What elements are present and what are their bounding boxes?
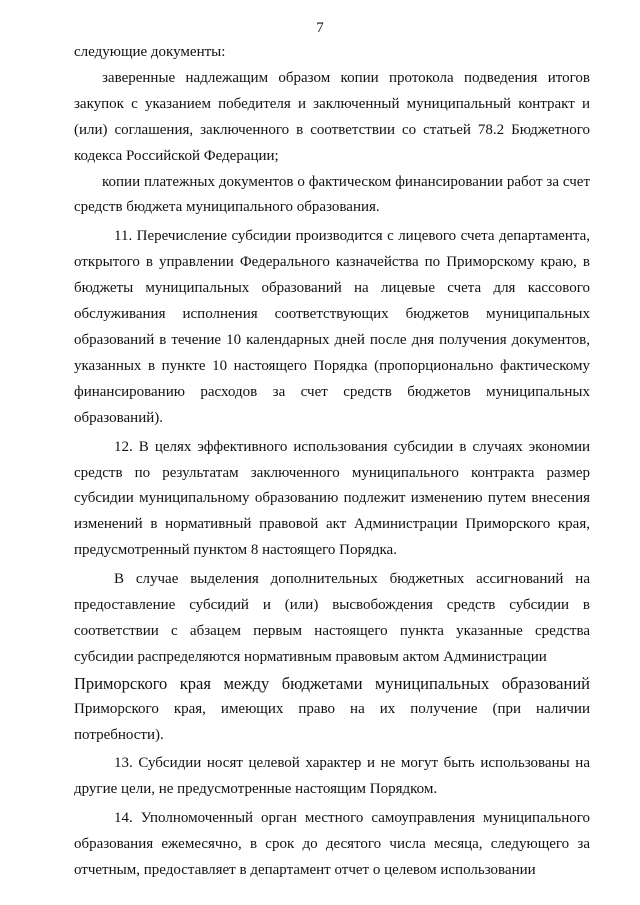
paragraph-protocol-copies: заверенные надлежащим образом копии протокола подведения итогов закупок с указанием победителя и заключенный муниципальный контракт и (или) соглашения, заключенного в соответствии со статьей 78.2 Бюджетного кодекса Российской Федерации; bbox=[74, 69, 590, 164]
paragraph-item-11: 11. Перечисление субсидии производится с лицевого счета департамента, открытого в управлении Федерального казначейства по Приморскому краю, в бюджеты муниципальных образований на лицевые счета для кассового обслуживания исполнения соответствующих бюджетов муниципальных образований в течение 10 календарных дней после дня получения документов, указанных в пункте 10 настоящего Порядка (пропорционально фактическому финансированию расходов за счет средств бюджетов муниципальных образований). bbox=[74, 228, 590, 426]
paragraph-additional-allocations: В случае выделения дополнительных бюджетных ассигнований на предоставление субсидий и (или) высвобождения средств субсидии в соответствии с абзацем первым настоящего пункта указанные средства субсидии распределяются нормативным правовым актом Администрации bbox=[74, 571, 590, 665]
paragraph-additional-allocations-line: Приморского края между бюджетами муниципальных образований bbox=[74, 673, 590, 693]
paragraph-item-13: 13. Субсидии носят целевой характер и не могут быть использованы на другие цели, не предусмотренные настоящим Порядком. bbox=[74, 755, 590, 798]
paragraph-item-14: 14. Уполномоченный орган местного самоуправления муниципального образования ежемесячно, в срок до десятого числа месяца, следующего за отчетным, предоставляет в департамент отчет о целевом использовании bbox=[74, 810, 590, 879]
paragraph-payment-copies: копии платежных документов о фактическом финансировании работ за счет средств бюджета муниципального образования. bbox=[74, 173, 590, 216]
paragraph-additional-allocations-end: Приморского края, имеющих право на их получение (при наличии потребности). bbox=[74, 700, 590, 743]
paragraph-item-12: 12. В целях эффективного использования субсидии в случаях экономии средств по результатам заключенного муниципального контракта размер субсидии муниципальному образованию подлежит изменению путем внесения изменений в нормативный правовой акт Администрации Приморского края, предусмотренный пунктом 8 настоящего Порядка. bbox=[74, 438, 590, 559]
document-body bbox=[74, 40, 590, 884]
paragraph-intro: следующие документы: bbox=[74, 44, 226, 60]
page-number: 7 bbox=[316, 20, 324, 36]
